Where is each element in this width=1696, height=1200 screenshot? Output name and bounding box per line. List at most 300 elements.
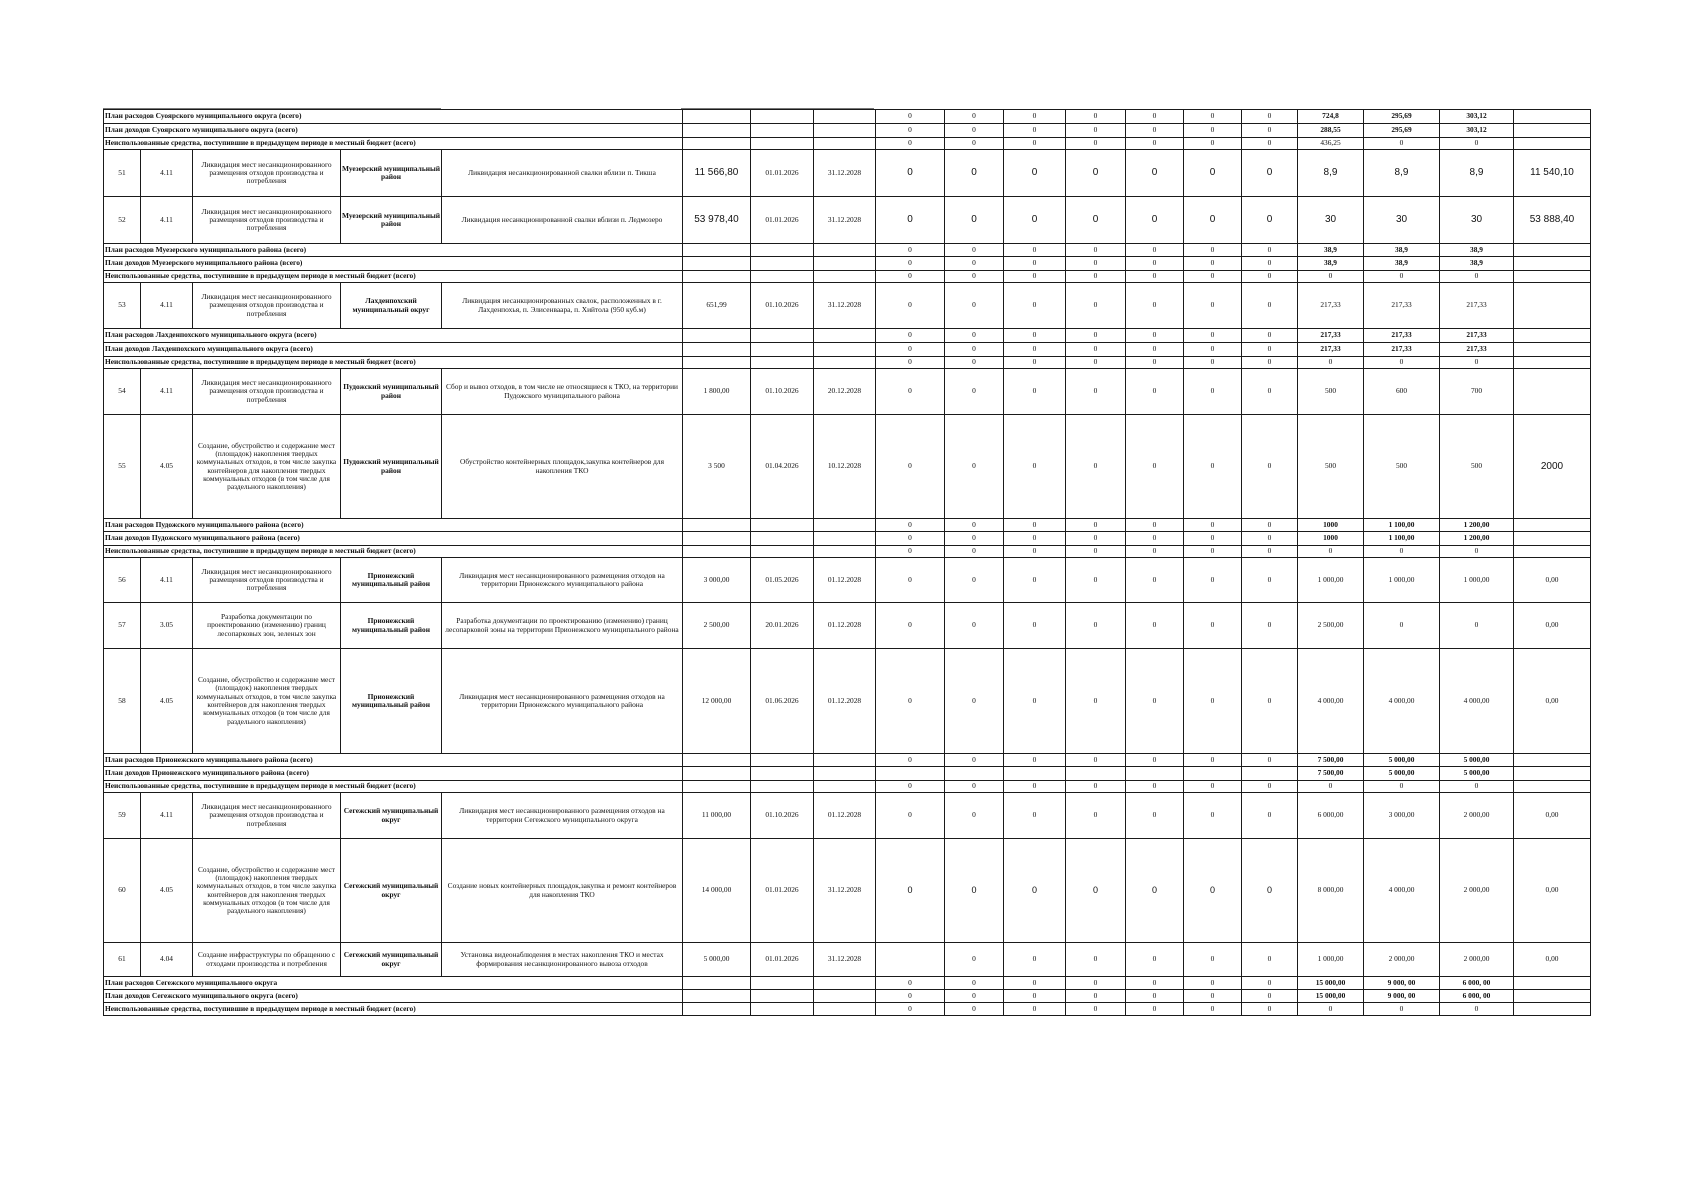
value-cell: 0 [1184,781,1242,793]
value-cell: 0 [1126,1003,1184,1016]
value-cell: 0 [1004,124,1066,138]
value-cell: 0 [1066,283,1126,329]
empty-cell [751,754,814,767]
summary-row [104,357,1591,369]
empty-cell [683,546,751,558]
empty-cell [814,546,876,558]
value-cell: 0 [876,357,945,369]
total-sum: 12 000,00 [683,649,751,754]
total-sum: 651,99 [683,283,751,329]
value-cell: 6 000, 00 [1440,977,1514,990]
empty-cell [683,244,751,257]
start-date: 01.01.2026 [751,150,814,197]
value-cell: 0 [1242,110,1298,124]
value-cell: 2 000,00 [1440,839,1514,943]
value-cell: 0 [1440,357,1514,369]
value-cell: 0 [876,603,945,649]
value-cell: 0 [945,415,1004,519]
value-cell: 0 [1004,546,1066,558]
value-cell: 600 [1364,369,1440,415]
value-cell: 0 [1004,369,1066,415]
summary-row [104,244,1591,257]
value-cell: 0 [1126,603,1184,649]
empty-cell [751,1003,814,1016]
value-cell: 0 [1004,793,1066,839]
value-cell: 0 [1066,1003,1126,1016]
empty-cell [683,1003,751,1016]
empty-cell [683,138,751,150]
end-date: 31.12.2028 [814,283,876,329]
value-cell: 0 [1242,283,1298,329]
empty-cell [751,244,814,257]
empty-cell [814,519,876,532]
value-cell: 0 [1126,943,1184,977]
total-sum: 1 800,00 [683,369,751,415]
activity-name: Создание, обустройство и содержание мест (площадок) накопления твердых коммунальных отходов, в том числе закупка контейнеров для накопления твердых коммунальных отходов (в том числе для раздельного накопления) [193,649,341,754]
value-cell: 0 [1004,781,1066,793]
summary-label: План расходов Муезерского муниципального района (всего) [104,244,683,257]
municipality: Муезерский муниципальный район [341,150,442,197]
empty-cell [814,990,876,1003]
summary-row [104,519,1591,532]
table-row [104,603,1591,649]
value-cell: 0 [1066,138,1126,150]
value-cell: 30 [1364,197,1440,244]
start-date: 20.01.2026 [751,603,814,649]
value-cell: 7 500,00 [1298,754,1364,767]
summary-row [104,329,1591,343]
activity-name: Создание инфраструктуры по обращению с отходами производства и потребления [193,943,341,977]
value-cell: 1000 [1298,532,1364,546]
value-cell: 0 [1184,329,1242,343]
value-cell: 0 [1004,283,1066,329]
empty-cell [683,257,751,271]
empty-cell [683,532,751,546]
value-cell: 38,9 [1298,257,1364,271]
empty-cell [814,257,876,271]
value-cell: 288,55 [1298,124,1364,138]
value-cell: 0 [1004,257,1066,271]
row-number: 52 [104,197,141,244]
value-cell: 0 [1126,343,1184,357]
value-cell [1514,990,1591,1003]
summary-row [104,271,1591,283]
value-cell: 0 [945,546,1004,558]
value-cell: 0 [1066,532,1126,546]
value-cell: 5 000,00 [1440,767,1514,781]
value-cell [1514,343,1591,357]
summary-row [104,257,1591,271]
value-cell: 0 [1242,558,1298,603]
value-cell: 0 [1004,603,1066,649]
summary-label: Неиспользованные средства, поступившие в предыдущем периоде в местный бюджет (всего) [104,271,683,283]
value-cell: 0 [1126,150,1184,197]
table-row [104,197,1591,244]
municipality: Пудожский муниципальный район [341,415,442,519]
value-cell: 217,33 [1298,283,1364,329]
value-cell: 0 [1066,257,1126,271]
summary-row [104,781,1591,793]
value-cell: 0 [1126,415,1184,519]
empty-cell [814,271,876,283]
value-cell: 0 [1242,244,1298,257]
value-cell: 0 [1242,271,1298,283]
value-cell: 0 [876,343,945,357]
value-cell: 0 [1066,649,1126,754]
value-cell [1514,329,1591,343]
value-cell [1514,767,1591,781]
table-row [104,415,1591,519]
value-cell: 0 [1298,781,1364,793]
value-cell: 0 [1242,150,1298,197]
value-cell: 0 [1242,369,1298,415]
end-date: 01.12.2028 [814,649,876,754]
start-date: 01.10.2026 [751,283,814,329]
value-cell: 0 [1364,138,1440,150]
row-number: 58 [104,649,141,754]
value-cell [1514,257,1591,271]
summary-label: План расходов Прионежского муниципального района (всего) [104,754,683,767]
value-cell: 38,9 [1364,244,1440,257]
event-description: Установка видеонаблюдения в местах накопления ТКО и местах формирования несанкционированного вывоза отходов [442,943,683,977]
end-date: 31.12.2028 [814,839,876,943]
value-cell: 0 [1298,357,1364,369]
value-cell [945,767,1004,781]
event-description: Разработка документации по проектированию (изменению) границ лесопарковой зоны на территории Прионежского муниципального района [442,603,683,649]
value-cell [876,767,945,781]
row-number: 56 [104,558,141,603]
value-cell: 0 [945,197,1004,244]
value-cell [1514,532,1591,546]
municipality: Муезерский муниципальный район [341,197,442,244]
municipality: Прионежский муниципальный район [341,649,442,754]
empty-cell [751,357,814,369]
empty-cell [683,767,751,781]
value-cell: 0 [1126,793,1184,839]
activity-code: 4.05 [141,839,193,943]
value-cell: 0 [945,943,1004,977]
row-number: 57 [104,603,141,649]
value-cell [1514,138,1591,150]
value-cell: 217,33 [1298,329,1364,343]
value-cell: 0 [1242,793,1298,839]
end-date: 31.12.2028 [814,943,876,977]
value-cell: 0 [1242,343,1298,357]
value-cell: 0 [1242,357,1298,369]
value-cell: 217,33 [1364,329,1440,343]
value-cell: 0 [1126,649,1184,754]
value-cell: 0 [945,603,1004,649]
value-cell: 0 [1066,519,1126,532]
value-cell: 0 [1242,138,1298,150]
value-cell: 0 [1242,257,1298,271]
event-description: Ликвидация несанкционированной свалки вблизи п. Тикша [442,150,683,197]
summary-label: Неиспользованные средства, поступившие в предыдущем периоде в местный бюджет (всего) [104,138,683,150]
start-date: 01.10.2026 [751,793,814,839]
value-cell: 0 [945,558,1004,603]
value-cell: 0 [1066,839,1126,943]
value-cell: 0 [1184,532,1242,546]
value-cell: 5 000,00 [1364,767,1440,781]
value-cell [1514,244,1591,257]
value-cell: 0 [1242,197,1298,244]
empty-cell [751,519,814,532]
value-cell: 1 000,00 [1298,943,1364,977]
activity-code: 4.11 [141,369,193,415]
value-cell: 53 888,40 [1514,197,1591,244]
value-cell: 0 [945,977,1004,990]
value-cell: 0 [1004,357,1066,369]
activity-code: 4.11 [141,793,193,839]
value-cell: 0 [1126,558,1184,603]
value-cell [1514,754,1591,767]
value-cell: 0 [1440,781,1514,793]
value-cell: 0 [945,519,1004,532]
value-cell: 0 [1066,754,1126,767]
table-row [104,793,1591,839]
value-cell: 1 000,00 [1364,558,1440,603]
summary-label: План расходов Пудожского муниципального района (всего) [104,519,683,532]
summary-label: План доходов Прионежского муниципального района (всего) [104,767,683,781]
value-cell: 0 [1184,138,1242,150]
value-cell: 0 [1126,781,1184,793]
value-cell: 2000 [1514,415,1591,519]
activity-code: 3.05 [141,603,193,649]
value-cell: 0 [1298,546,1364,558]
value-cell: 0 [876,519,945,532]
event-description: Ликвидация мест несанкционированного размещения отходов на территории Прионежского муниципального района [442,649,683,754]
value-cell [1184,767,1242,781]
value-cell: 0 [876,839,945,943]
value-cell [1514,546,1591,558]
value-cell: 500 [1298,415,1364,519]
value-cell: 217,33 [1440,283,1514,329]
empty-cell [751,343,814,357]
empty-cell [814,124,876,138]
value-cell: 0,00 [1514,839,1591,943]
value-cell: 0 [1184,546,1242,558]
value-cell: 0 [1066,558,1126,603]
empty-cell [751,977,814,990]
value-cell: 0 [1184,1003,1242,1016]
value-cell: 0 [1066,329,1126,343]
empty-cell [814,977,876,990]
value-cell: 0 [1066,369,1126,415]
activity-code: 4.04 [141,943,193,977]
value-cell: 0 [876,271,945,283]
value-cell: 700 [1440,369,1514,415]
value-cell: 0 [945,532,1004,546]
value-cell: 2 000,00 [1440,793,1514,839]
empty-cell [683,110,751,124]
value-cell: 0 [876,990,945,1003]
activity-code: 4.05 [141,415,193,519]
value-cell: 0,00 [1514,649,1591,754]
end-date: 31.12.2028 [814,150,876,197]
value-cell: 0 [1184,977,1242,990]
value-cell: 0 [1242,1003,1298,1016]
empty-cell [751,532,814,546]
value-cell: 6 000,00 [1298,793,1364,839]
row-number: 53 [104,283,141,329]
value-cell: 0 [1066,110,1126,124]
value-cell: 0 [1184,197,1242,244]
value-cell: 0 [1066,271,1126,283]
value-cell: 0,00 [1514,943,1591,977]
value-cell [1514,977,1591,990]
empty-cell [751,110,814,124]
activity-code: 4.05 [141,649,193,754]
value-cell: 0 [876,283,945,329]
value-cell: 0 [1004,197,1066,244]
value-cell: 0 [1242,977,1298,990]
value-cell: 0 [1066,977,1126,990]
activity-code: 4.11 [141,197,193,244]
value-cell: 0 [1242,839,1298,943]
empty-cell [683,781,751,793]
activity-name: Ликвидация мест несанкционированного размещения отходов производства и потребления [193,197,341,244]
start-date: 01.05.2026 [751,558,814,603]
value-cell: 0 [1004,990,1066,1003]
value-cell: 0 [1364,1003,1440,1016]
event-description: Обустройство контейнерных площадок,закупка контейнеров для накопления ТКО [442,415,683,519]
value-cell: 0 [1126,977,1184,990]
value-cell: 0 [1004,343,1066,357]
value-cell: 0 [1066,124,1126,138]
value-cell: 217,33 [1364,343,1440,357]
empty-cell [814,110,876,124]
value-cell: 0 [1126,257,1184,271]
empty-cell [751,767,814,781]
value-cell: 0,00 [1514,558,1591,603]
value-cell: 0 [945,110,1004,124]
value-cell: 0 [1066,197,1126,244]
total-sum: 14 000,00 [683,839,751,943]
total-sum: 53 978,40 [683,197,751,244]
summary-label: Неиспользованные средства, поступившие в предыдущем периоде в местный бюджет (всего) [104,781,683,793]
value-cell: 0 [1242,532,1298,546]
total-sum: 2 500,00 [683,603,751,649]
value-cell: 1 100,00 [1364,532,1440,546]
value-cell: 0 [1364,546,1440,558]
value-cell: 0 [1242,781,1298,793]
value-cell: 0 [1242,943,1298,977]
value-cell: 0 [1004,519,1066,532]
value-cell: 0 [876,138,945,150]
value-cell: 0 [945,990,1004,1003]
value-cell: 0 [1066,357,1126,369]
summary-label: План доходов Лахденпохского муниципального округа (всего) [104,343,683,357]
value-cell: 0 [1184,343,1242,357]
value-cell: 0 [945,754,1004,767]
value-cell: 0 [1440,603,1514,649]
value-cell: 0 [1004,839,1066,943]
value-cell: 0 [876,649,945,754]
empty-cell [683,754,751,767]
value-cell: 2 500,00 [1298,603,1364,649]
value-cell: 0 [1242,603,1298,649]
value-cell: 436,25 [1298,138,1364,150]
end-date: 01.12.2028 [814,603,876,649]
value-cell: 1 000,00 [1298,558,1364,603]
value-cell: 0 [1066,150,1126,197]
activity-name: Ликвидация мест несанкционированного размещения отходов производства и потребления [193,150,341,197]
value-cell: 0 [1184,603,1242,649]
value-cell [1514,271,1591,283]
row-number: 54 [104,369,141,415]
value-cell: 0 [1004,754,1066,767]
activity-name: Ликвидация мест несанкционированного размещения отходов производства и потребления [193,793,341,839]
value-cell: 1 000,00 [1440,558,1514,603]
value-cell [1514,124,1591,138]
value-cell: 0 [1126,519,1184,532]
total-sum: 11 566,80 [683,150,751,197]
empty-cell [751,124,814,138]
value-cell: 217,33 [1364,283,1440,329]
value-cell: 0 [1004,415,1066,519]
empty-cell [683,124,751,138]
value-cell [1514,781,1591,793]
summary-label: План доходов Пудожского муниципального района (всего) [104,532,683,546]
empty-cell [751,546,814,558]
value-cell: 0 [1126,244,1184,257]
value-cell: 0 [1184,990,1242,1003]
value-cell: 11 540,10 [1514,150,1591,197]
summary-row [104,546,1591,558]
end-date: 20.12.2028 [814,369,876,415]
event-description: Ликвидация несанкционированных свалок, расположенных в г. Лахденпохья, п. Элисенваара, п. Хийтола (950 куб.м) [442,283,683,329]
row-number: 59 [104,793,141,839]
value-cell: 1 200,00 [1440,532,1514,546]
value-cell: 0 [1126,138,1184,150]
empty-cell [751,329,814,343]
empty-cell [683,329,751,343]
value-cell: 0 [1298,271,1364,283]
value-cell: 0 [1066,781,1126,793]
value-cell: 0 [1126,329,1184,343]
summary-label: План расходов Сегежского муниципального округа [104,977,683,990]
empty-cell [683,357,751,369]
value-cell: 0 [876,329,945,343]
value-cell: 15 000,00 [1298,977,1364,990]
value-cell: 0 [1004,110,1066,124]
activity-code: 4.11 [141,150,193,197]
value-cell: 1000 [1298,519,1364,532]
value-cell: 0 [876,124,945,138]
empty-cell [751,257,814,271]
row-number: 55 [104,415,141,519]
value-cell: 0 [1184,369,1242,415]
value-cell: 0 [1242,546,1298,558]
value-cell: 0 [876,754,945,767]
empty-cell [814,781,876,793]
activity-code: 4.11 [141,558,193,603]
value-cell: 5 000,00 [1440,754,1514,767]
value-cell: 500 [1364,415,1440,519]
value-cell: 0 [945,793,1004,839]
municipality: Прионежский муниципальный район [341,558,442,603]
value-cell: 0 [1066,793,1126,839]
value-cell: 0 [1004,649,1066,754]
empty-cell [814,329,876,343]
empty-cell [814,343,876,357]
summary-label: План доходов Суоярского муниципального округа (всего) [104,124,683,138]
summary-label: План доходов Сегежского муниципального округа (всего) [104,990,683,1003]
table-row [104,283,1591,329]
value-cell: 9 000, 00 [1364,990,1440,1003]
value-cell: 0 [1242,990,1298,1003]
value-cell: 0 [1440,1003,1514,1016]
